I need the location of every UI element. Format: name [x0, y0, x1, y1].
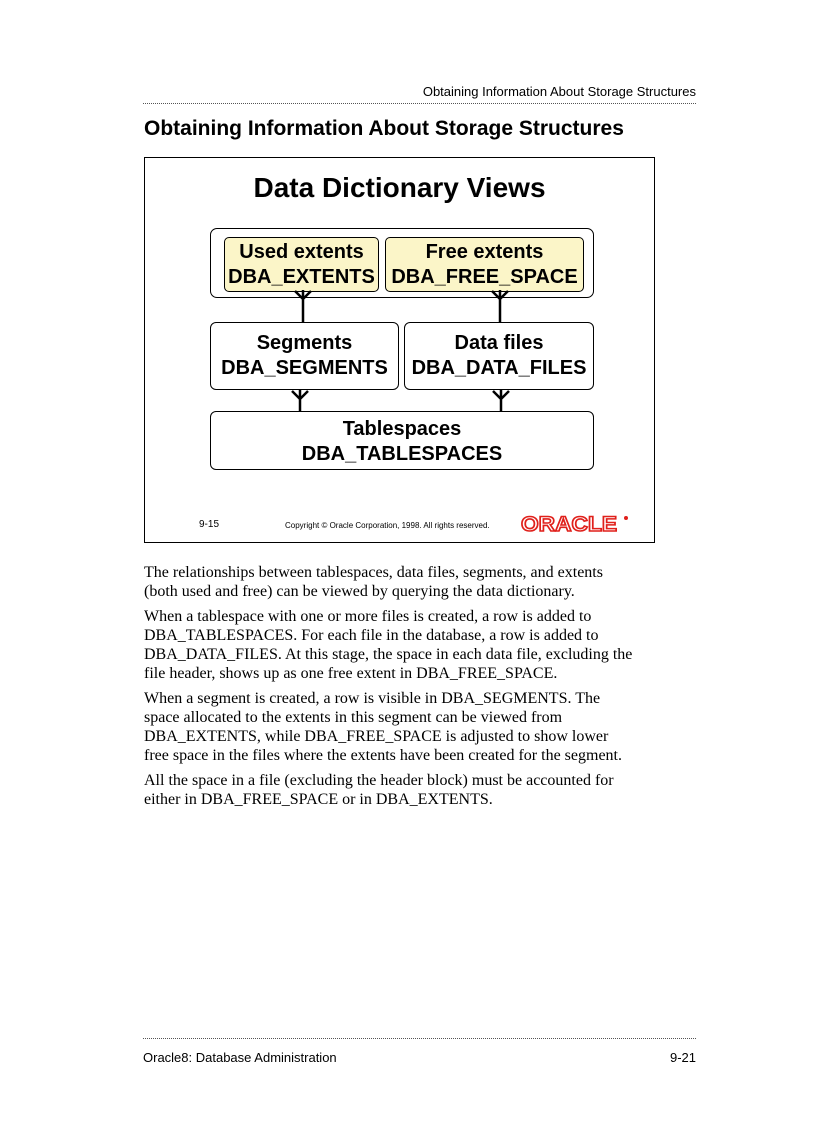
used-extents-view: DBA_EXTENTS [228, 266, 375, 288]
book-title: Oracle8: Database Administration [143, 1050, 337, 1065]
oracle-logo-icon [521, 513, 631, 535]
body-text [144, 563, 634, 815]
data-files-label: Data files [454, 332, 544, 354]
paragraph: The relationships between tablespaces, data files, segments, and extents (both used and free) can be viewed by querying the data dictionary. [144, 564, 603, 600]
slide-copyright: Copyright © Oracle Corporation, 1998. All rights reserved. [285, 521, 490, 530]
free-extents-label: Free extents [425, 241, 544, 263]
page-number: 9-21 [669, 1050, 696, 1065]
slide-title: Data Dictionary Views [253, 172, 546, 203]
connector-segments-tablespaces [292, 390, 308, 411]
oracle-logo-text: ORACLE [521, 513, 617, 535]
segments-label: Segments [256, 332, 353, 354]
connector-datafiles-tablespaces [493, 390, 509, 411]
connector-used-extents-segments [295, 290, 311, 322]
slide-figure [144, 157, 655, 543]
crows-foot-connectors [145, 158, 656, 544]
connector-free-extents-datafiles [492, 290, 508, 322]
data-files-view: DBA_DATA_FILES [411, 357, 587, 379]
page-title: Obtaining Information About Storage Structures [144, 117, 624, 140]
paragraph: When a segment is created, a row is visible in DBA_SEGMENTS. The space allocated to the extents in this segment can be viewed from DBA_EXTENTS, while DBA_FREE_SPACE is adjusted to show lower free space in the files where the extents have been created for the segment. [144, 690, 622, 764]
running-header: Obtaining Information About Storage Structures [143, 84, 696, 104]
page-footer [143, 1038, 696, 1065]
paragraph: All the space in a file (excluding the header block) must be accounted for either in DBA_FREE_SPACE or in DBA_EXTENTS. [144, 772, 614, 808]
tablespaces-view: DBA_TABLESPACES [301, 443, 503, 465]
free-extents-view: DBA_FREE_SPACE [391, 266, 578, 288]
slide-number: 9-15 [199, 519, 220, 530]
used-extents-label: Used extents [239, 241, 364, 263]
paragraph: When a tablespace with one or more files is created, a row is added to DBA_TABLESPACES. For each file in the database, a row is added to DBA_DATA_FILES. At this stage, the space in each data file, excluding the file header, shows up as one free extent in DBA_FREE_SPACE. [144, 608, 633, 682]
tablespaces-label: Tablespaces [342, 418, 462, 440]
segments-view: DBA_SEGMENTS [221, 357, 388, 379]
